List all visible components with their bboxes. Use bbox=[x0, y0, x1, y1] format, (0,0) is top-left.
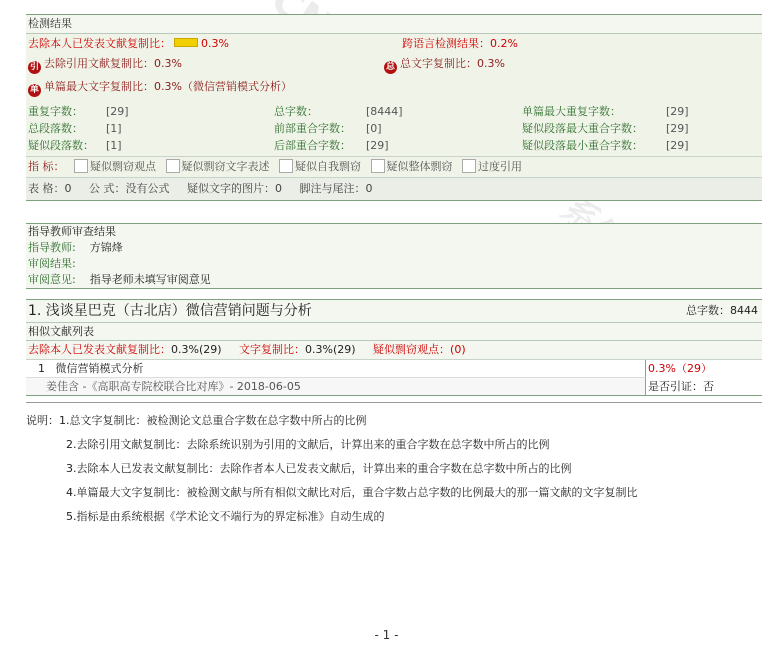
review-opinion-value: 指导老师未填写审阅意见 bbox=[89, 273, 211, 286]
total-copy-value: 0.3% bbox=[477, 57, 505, 70]
teacher-title: 指导教师审查结果 bbox=[28, 225, 116, 238]
dup-chars-value: [29] bbox=[106, 105, 129, 118]
document-section bbox=[26, 299, 762, 396]
formulas-count: 公 式：没有公式 bbox=[88, 182, 170, 195]
indicator-checkbox[interactable] bbox=[166, 159, 180, 173]
item-title: 微信营销模式分析 bbox=[55, 362, 144, 375]
susp-para-min-label: 疑似段落最小重合字数： bbox=[522, 139, 643, 152]
back-overlap-label: 后部重合字数： bbox=[274, 139, 351, 152]
note-3: 3.去除本人已发表文献复制比：去除作者本人已发表文献后，计算出来的重合字数在总字数中所占的比例 bbox=[66, 462, 572, 475]
images-count: 疑似文字的图片：0 bbox=[186, 182, 282, 195]
teacher-label: 指导教师: bbox=[28, 241, 76, 254]
indicator-overcite: 过度引用 bbox=[478, 160, 522, 173]
indicator-checkbox[interactable] bbox=[74, 159, 88, 173]
section-title: 检测结果 bbox=[26, 15, 762, 34]
total-chars-label: 总字数： bbox=[274, 105, 318, 118]
total-badge-icon: 总 bbox=[385, 62, 395, 72]
indicator-row bbox=[26, 156, 762, 177]
note-4: 4.单篇最大文字复制比：被检测文献与所有相似文献比对后，重合字数占总字数的比例最大的那一篇文献的文字复制比 bbox=[66, 486, 638, 499]
teacher-review-section bbox=[26, 223, 762, 289]
ratio-copy-label: 文字复制比： bbox=[239, 343, 306, 356]
self-excluded-value: 0.3% bbox=[201, 37, 229, 50]
paragraphs-label: 总段落数： bbox=[28, 122, 83, 135]
report-page bbox=[26, 14, 762, 529]
note-1: 1.总文字复制比：被检测论文总重合字数在总字数中所占的比例 bbox=[59, 414, 367, 427]
indicator-checkbox[interactable] bbox=[279, 159, 293, 173]
indicator-checkbox[interactable] bbox=[462, 159, 476, 173]
list-item[interactable] bbox=[26, 359, 762, 395]
ratio-self-label: 去除本人已发表文献复制比： bbox=[28, 343, 171, 356]
indicator-label: 指 标： bbox=[28, 160, 65, 173]
review-opinion-label: 审阅意见: bbox=[28, 273, 76, 286]
single-badge-icon: 单 bbox=[29, 85, 39, 95]
detection-section bbox=[26, 14, 762, 201]
item-cited: 是否引证：否 bbox=[648, 380, 714, 393]
notes-section bbox=[26, 402, 762, 529]
back-overlap-value: [29] bbox=[366, 139, 389, 152]
single-max-row bbox=[26, 75, 762, 99]
similar-list-title: 相似文献列表 bbox=[26, 323, 762, 341]
front-overlap-value: [0] bbox=[366, 122, 382, 135]
ratio-copy-value: 0.3%(29) bbox=[305, 343, 356, 356]
ratio-view-value: (0) bbox=[450, 343, 466, 356]
single-max-value: 0.3%（微信营销模式分析） bbox=[154, 80, 292, 93]
susp-paragraphs-label: 疑似段落数： bbox=[28, 139, 94, 152]
dup-chars-label: 重复字数： bbox=[28, 105, 83, 118]
note-5: 5.指标是由系统根据《学术论文不端行为的界定标准》自动生成的 bbox=[66, 510, 385, 523]
review-result-label: 审阅结果: bbox=[28, 257, 76, 270]
indicator-view: 疑似剽窃观点 bbox=[90, 160, 156, 173]
table-info-row bbox=[26, 177, 762, 200]
single-max-label: 单篇最大文字复制比： bbox=[44, 80, 154, 93]
quote-excluded-value: 0.3% bbox=[154, 57, 182, 70]
quote-excluded-label: 去除引用文献复制比： bbox=[44, 57, 154, 70]
ratio-view-label: 疑似剽窃观点： bbox=[373, 343, 451, 356]
item-ratio: 0.3%（29） bbox=[648, 362, 712, 375]
indicator-text: 疑似剽窃文字表述 bbox=[181, 160, 270, 173]
total-copy-label: 总文字复制比： bbox=[400, 57, 477, 70]
stats-block bbox=[26, 99, 762, 156]
susp-paragraphs-value: [1] bbox=[106, 139, 122, 152]
footnotes-count: 脚注与尾注：0 bbox=[299, 182, 373, 195]
self-excluded-label: 去除本人已发表文献复制比： bbox=[28, 37, 171, 50]
ratio-bar bbox=[174, 38, 198, 47]
tables-count: 表 格：0 bbox=[28, 182, 72, 195]
paragraphs-value: [1] bbox=[106, 122, 122, 135]
susp-para-min-value: [29] bbox=[666, 139, 689, 152]
indicator-checkbox[interactable] bbox=[371, 159, 385, 173]
document-total-chars: 总字数：8444 bbox=[686, 304, 758, 317]
item-source: 姜佳含 -《高职高专院校联合比对库》- 2018-06-05 bbox=[26, 377, 646, 395]
susp-para-max-value: [29] bbox=[666, 122, 689, 135]
quote-badge-icon: 引 bbox=[29, 62, 39, 72]
notes-lead: 说明： bbox=[26, 414, 59, 427]
indicator-self: 疑似自我剽窃 bbox=[295, 160, 361, 173]
document-ratio-row bbox=[26, 341, 762, 359]
susp-para-max-label: 疑似段落最大重合字数： bbox=[522, 122, 643, 135]
total-chars-value: [8444] bbox=[366, 105, 403, 118]
self-excluded-row bbox=[26, 34, 762, 53]
single-max-dup-value: [29] bbox=[666, 105, 689, 118]
front-overlap-label: 前部重合字数： bbox=[274, 122, 351, 135]
ratio-self-value: 0.3%(29) bbox=[171, 343, 222, 356]
document-title: 1. 浅谈星巴克（古北店）微信营销问题与分析 bbox=[28, 303, 312, 319]
teacher-name: 方锦烽 bbox=[89, 241, 123, 254]
indicator-whole: 疑似整体剽窃 bbox=[386, 160, 453, 173]
copy-ratio-row bbox=[26, 53, 762, 75]
cross-lang-value: 0.2% bbox=[490, 37, 518, 50]
page-number: - 1 - bbox=[374, 628, 399, 642]
single-max-dup-label: 单篇最大重复字数： bbox=[522, 105, 621, 118]
cross-lang-label: 跨语言检测结果： bbox=[402, 37, 490, 50]
note-2: 2.去除引用文献复制比：去除系统识别为引用的文献后，计算出来的重合字数在总字数中所占的比例 bbox=[66, 438, 550, 451]
item-number: 1 bbox=[38, 362, 45, 375]
